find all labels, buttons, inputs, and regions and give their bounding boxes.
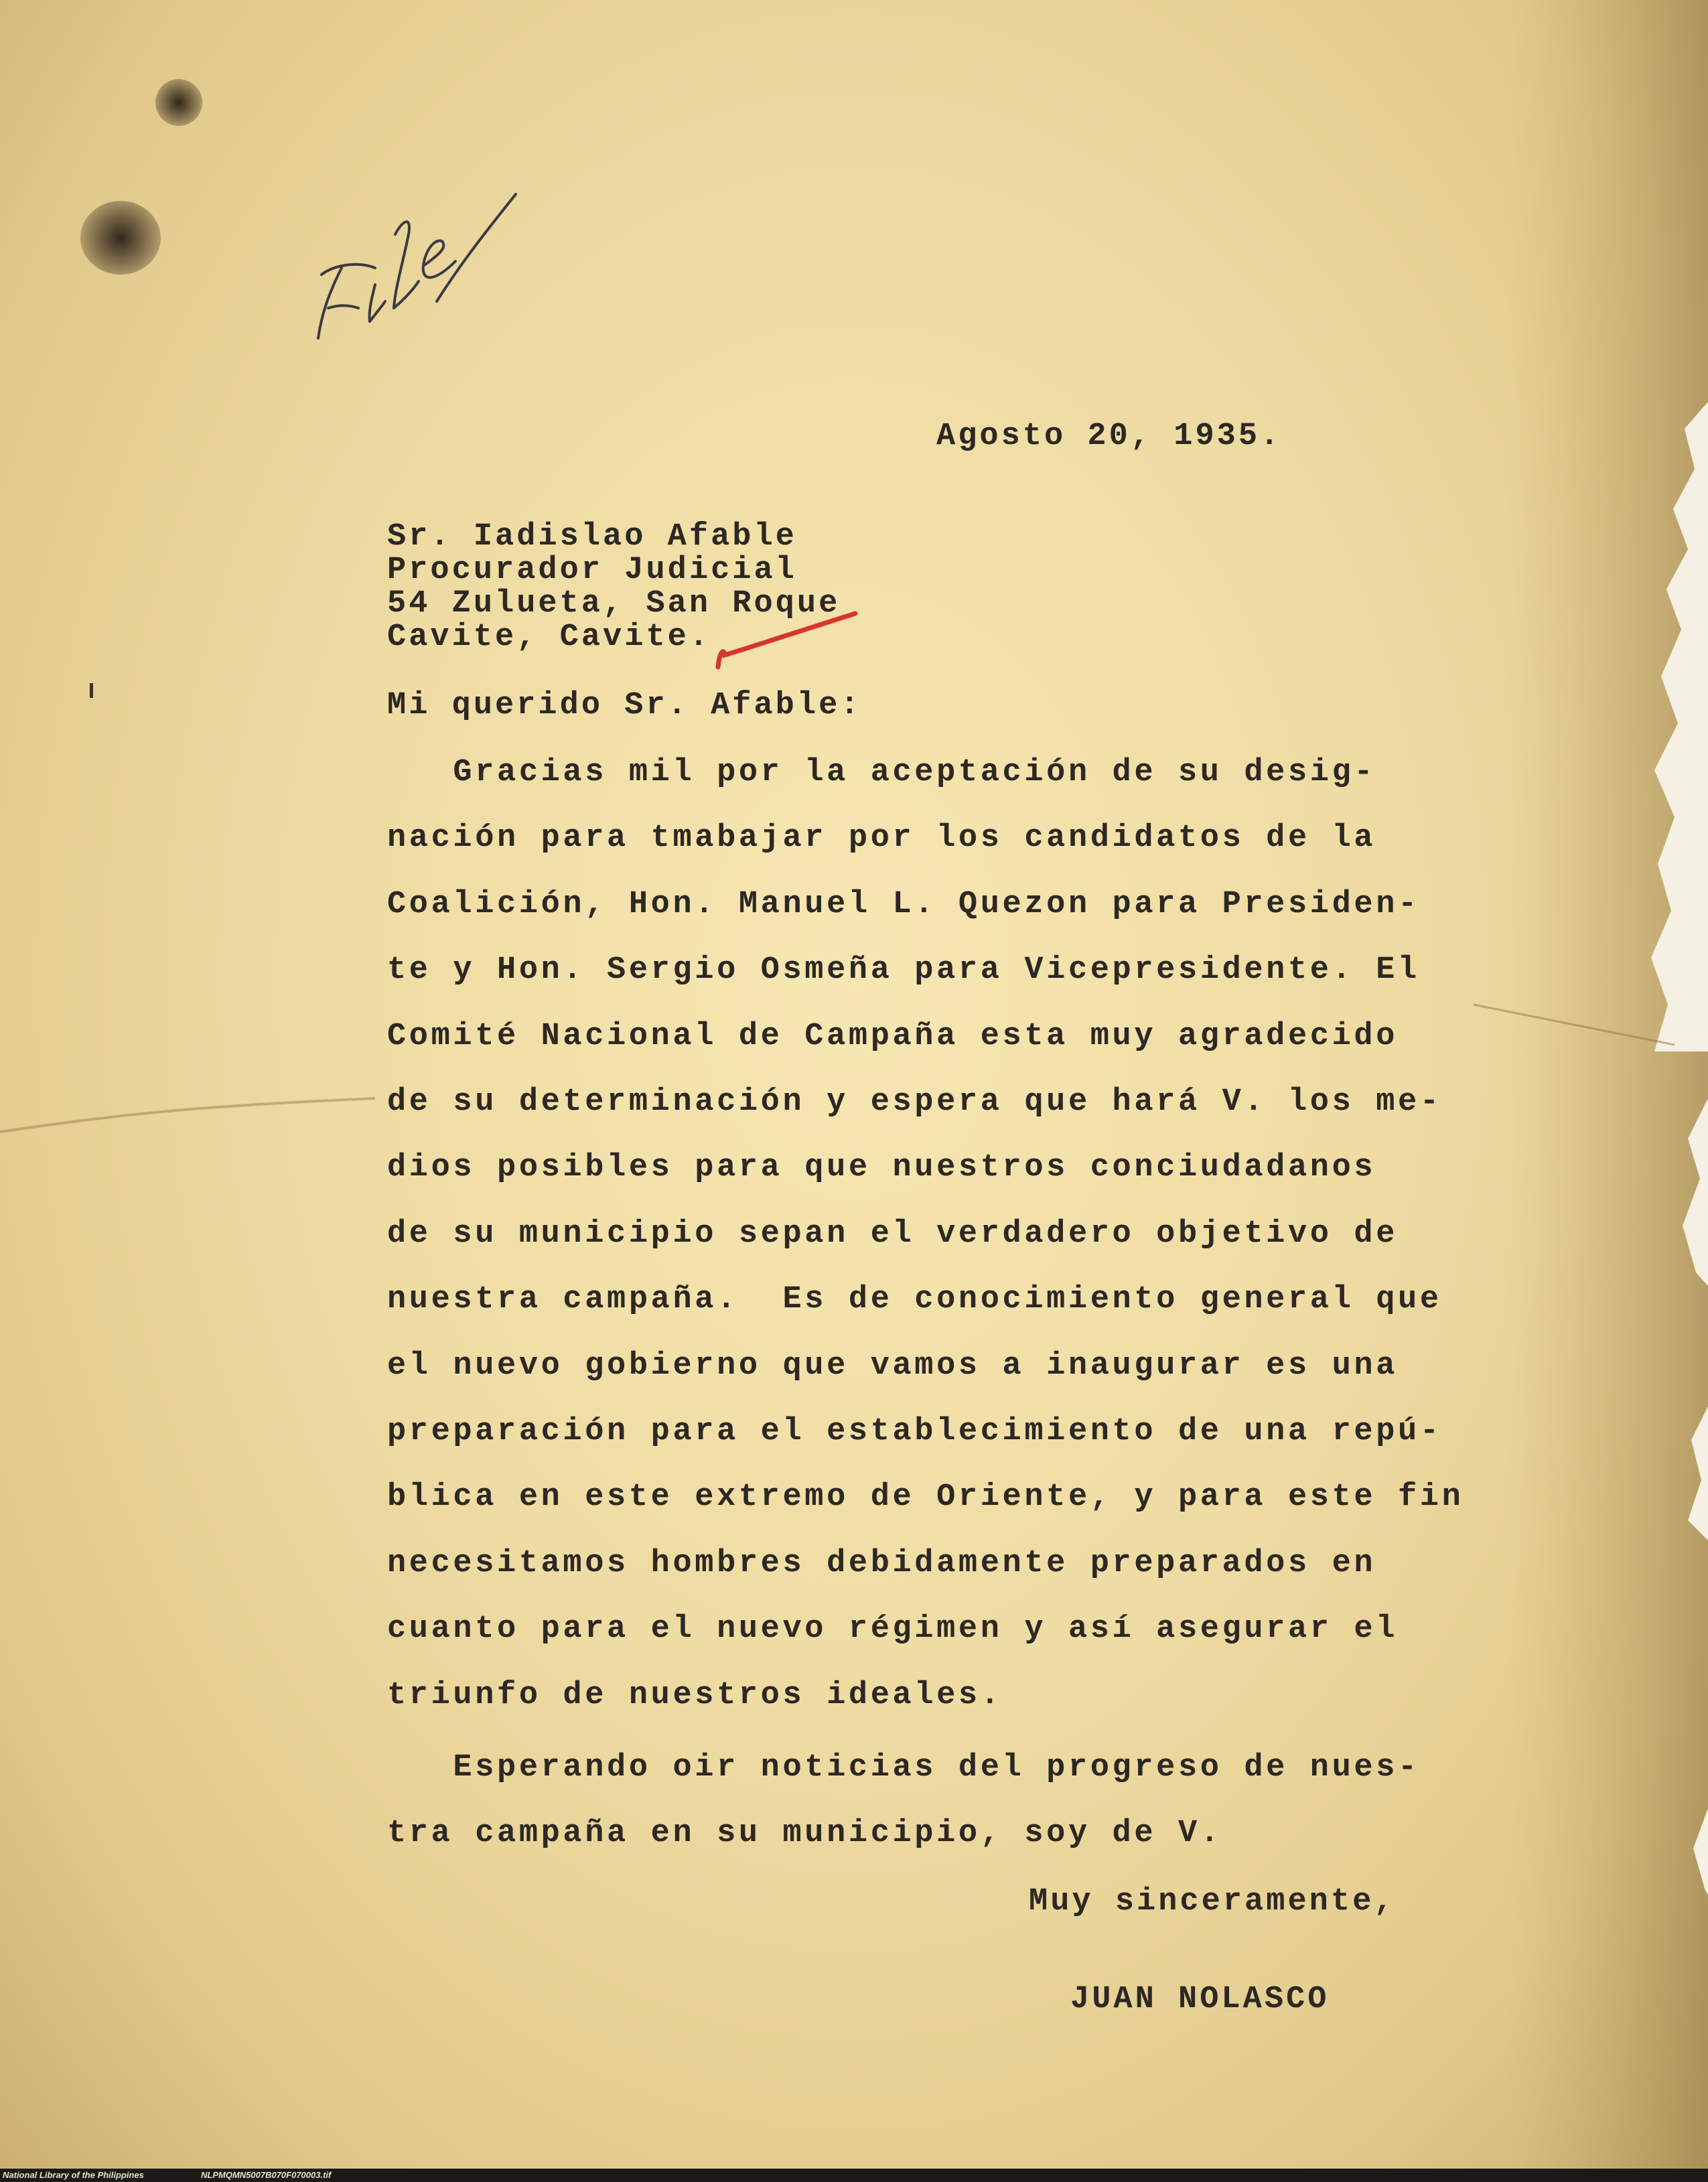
paragraph-1-line: cuanto para el nuevo régimen y así asegurar el <box>387 1611 1399 1648</box>
handwritten-file-annotation <box>295 141 522 355</box>
paragraph-1-line: necesitamos hombres debidamente preparados en <box>387 1545 1376 1581</box>
paragraph-1-line: blica en este extremo de Oriente, y para este fin <box>387 1479 1464 1516</box>
ink-stain-middle <box>80 201 161 275</box>
paragraph-1-line: el nuevo gobierno que vamos a inaugurar es una <box>387 1348 1399 1384</box>
paragraph-2-line: tra campaña en su municipio, soy de V. <box>387 1816 1222 1851</box>
paragraph-1-line: dios posibles para que nuestros conciudadanos <box>387 1150 1376 1186</box>
address-line-4: Cavite, Cavite. <box>387 620 711 655</box>
archive-credit-strip <box>0 2169 1708 2182</box>
paragraph-1-line: nuestra campaña. Es de conocimiento general que <box>387 1282 1442 1318</box>
file-identifier: NLPMQMN5007B070F070003.tif <box>201 2170 332 2180</box>
paragraph-1-line: te y Hon. Sergio Osmeña para Vicepresidente. El <box>387 952 1420 989</box>
address-line-2: Procurador Judicial <box>387 553 797 588</box>
paragraph-1-line: triunfo de nuestros ideales. <box>387 1677 1003 1713</box>
library-credit: National Library of the Philippines <box>3 2170 144 2180</box>
paragraph-1-line: Comité Nacional de Campaña esta muy agradecido <box>387 1018 1399 1054</box>
ink-stain-top <box>155 79 202 126</box>
red-pencil-checkmark <box>711 607 859 680</box>
closing: Muy sinceramente, <box>1029 1884 1396 1919</box>
paragraph-1-line: Coalición, Hon. Manuel L. Quezon para Presiden- <box>387 886 1420 922</box>
signature-name: JUAN NOLASCO <box>1070 1982 1330 2017</box>
address-line-1: Sr. Iadislao Afable <box>387 519 797 555</box>
paragraph-1-line: de su determinación y espera que hará V. los me- <box>387 1084 1442 1120</box>
paragraph-1-line: nación para tmabajar por los candidatos de la <box>387 820 1376 857</box>
paragraph-1-line: preparación para el establecimiento de una repú- <box>387 1414 1442 1449</box>
letter-date: Agosto 20, 1935. <box>936 419 1282 454</box>
paragraph-1-line: de su municipio sepan el verdadero objetivo de <box>387 1216 1399 1252</box>
address-line-3: 54 Zulueta, San Roque <box>387 586 841 622</box>
paragraph-1-line: Gracias mil por la aceptación de su desig- <box>387 755 1376 790</box>
paragraph-2-line: Esperando oir noticias del progreso de nues- <box>387 1750 1420 1786</box>
salutation: Mi querido Sr. Afable: <box>387 688 862 723</box>
